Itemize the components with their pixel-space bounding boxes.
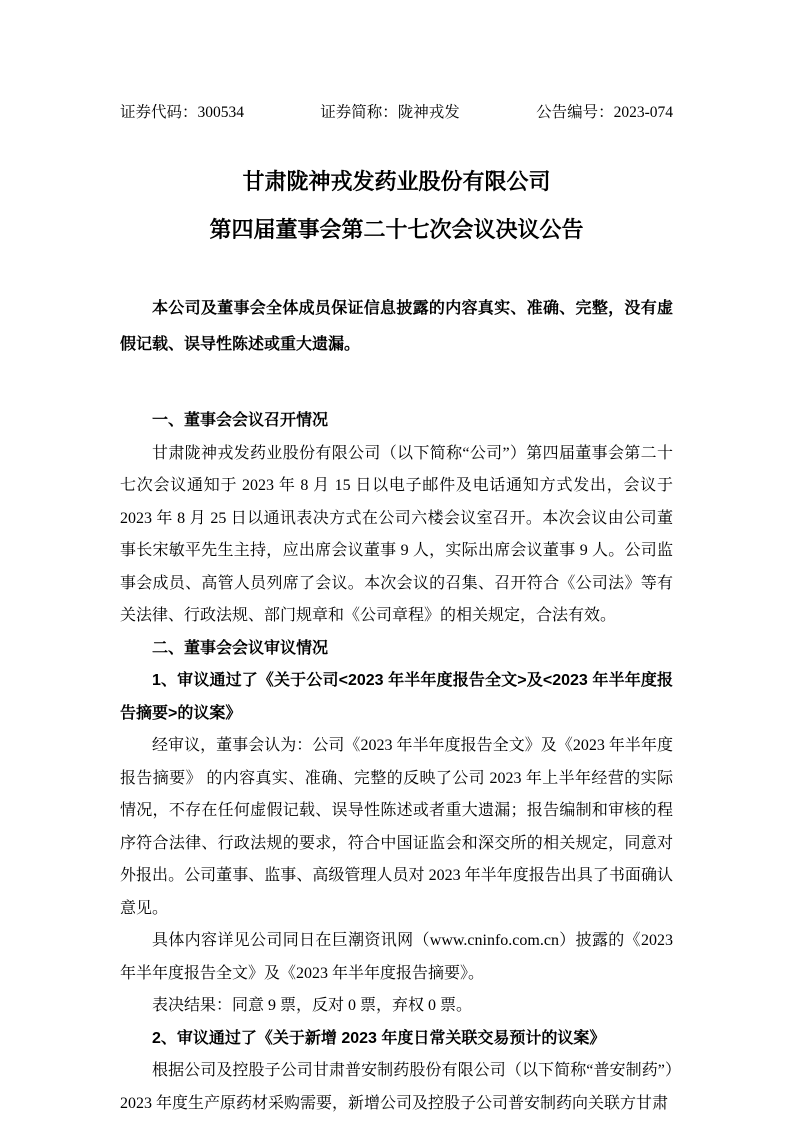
item2-heading: 2、审议通过了《关于新增 2023 年度日常关联交易预计的议案》 <box>152 1029 606 1047</box>
item1-paragraph-2: 具体内容详见公司同日在巨潮资讯网（www.cninfo.com.cn）披露的《2023 年半年度报告全文》及《2023 年半年度报告摘要》。 <box>120 932 673 982</box>
disclaimer-statement: 本公司及董事会全体成员保证信息披露的内容真实、准确、完整，没有虚假记载、误导性陈述或重大遗漏。 <box>120 300 673 353</box>
document-body <box>120 405 673 1120</box>
stock-short-name: 证券简称：陇神戎发 <box>320 104 460 121</box>
company-title: 甘肃陇神戎发药业股份有限公司 <box>242 169 551 194</box>
document-header-row <box>120 103 673 123</box>
item2-paragraph: 根据公司及控股子公司甘肃普安制药股份有限公司（以下简称“普安制药”）2023 年度生产原药材采购需要，新增公司及控股子公司普安制药向关联方甘肃 <box>120 1062 673 1112</box>
item1-paragraph-1: 经审议，董事会认为：公司《2023 年半年度报告全文》及《2023 年半年度报告摘要》 的内容真实、准确、完整的反映了公司 2023 年上半年经营的实际情况，不存在任何虚假记载、误导性陈述或者重大遗漏；报告编制和审核的程序符合法律、行政法规的要求，符合中国证监会和深交所的相关规定，同意对外报出。公司董事、监事、高级管理人员对 2023 年半年度报告出具了书面确认意见。 <box>120 737 673 917</box>
section1-paragraph: 甘肃陇神戎发药业股份有限公司（以下简称“公司”）第四届董事会第二十七次会议通知于 2023 年 8 月 15 日以电子邮件及电话通知方式发出，会议于 2023 年 8 月 25 日以通讯表决方式在公司六楼会议室召开。本次会议由公司董事长宋敏平先生主持，应出席会议董事 9 人，实际出席会议董事 9 人。公司监事会成员、高管人员列席了会议。本次会议的召集、召开符合《公司法》等有关法律、行政法规、部门规章和《公司章程》的相关规定，合法有效。 <box>120 444 673 624</box>
item1-vote-result: 表决结果：同意 9 票，反对 0 票，弃权 0 票。 <box>152 997 473 1014</box>
item1-heading: 1、审议通过了《关于公司<2023 年半年度报告全文>及<2023 年半年度报告摘要>的议案》 <box>120 672 673 722</box>
stock-code: 证券代码：300534 <box>120 104 245 121</box>
section1-heading: 一、董事会会议召开情况 <box>152 412 329 429</box>
meeting-title: 第四届董事会第二十七次会议决议公告 <box>209 217 584 242</box>
announcement-number: 公告编号：2023-074 <box>536 104 673 121</box>
section2-heading: 二、董事会会议审议情况 <box>152 639 329 657</box>
